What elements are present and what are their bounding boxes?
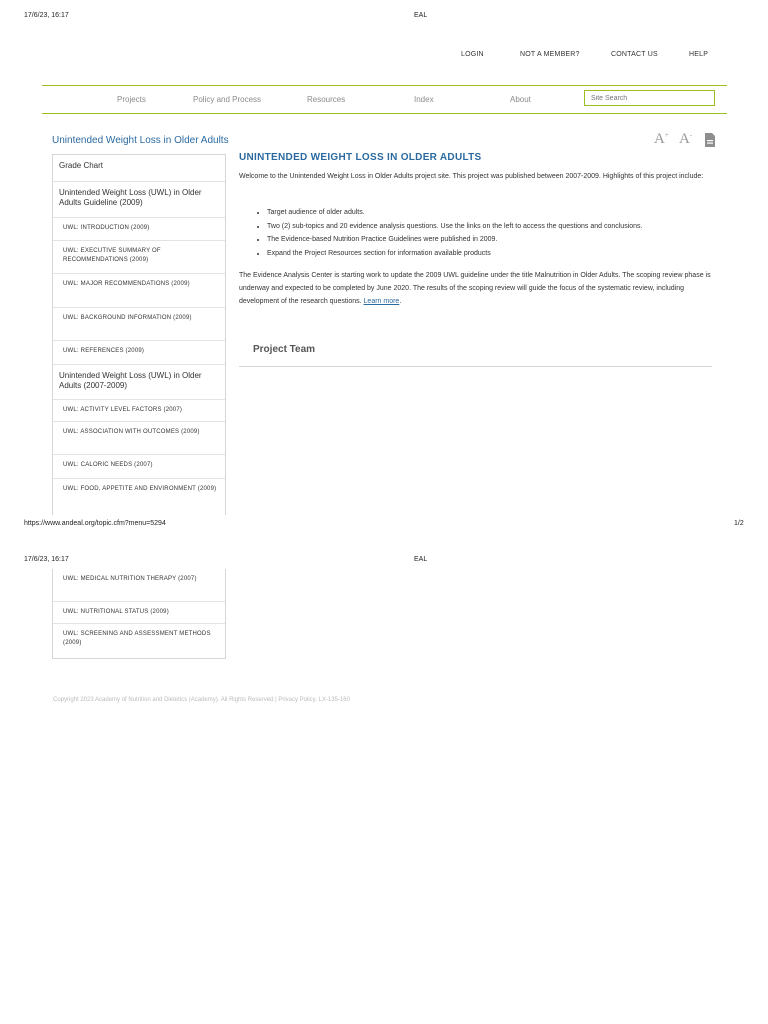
decrease-font-glyph: A (679, 131, 690, 147)
sidebar-item-uwl-guideline-2009[interactable]: Unintended Weight Loss (UWL) in Older Adults Guideline (2009) (53, 182, 225, 218)
project-team-divider (239, 366, 712, 367)
print-url: https://www.andeal.org/topic.cfm?menu=5294 (24, 520, 166, 527)
intro-paragraph: Welcome to the Unintended Weight Loss in Older Adults project site. This project was published between 2007-2009. Highlights of this project include: (239, 173, 704, 180)
content-title: UNINTENDED WEIGHT LOSS IN OLDER ADULTS (239, 152, 482, 163)
project-team-toggle[interactable]: Project Team (253, 344, 316, 355)
print-title: EAL (414, 12, 428, 19)
sidebar-item-uwl-2007-2009[interactable]: Unintended Weight Loss (UWL) in Older Adults (2007-2009) (53, 365, 225, 400)
sidebar-item-caloric-needs[interactable]: UWL: CALORIC NEEDS (2007) (53, 455, 225, 479)
help-link[interactable]: HELP (689, 51, 709, 58)
decrease-font-icon[interactable]: A- (679, 131, 693, 147)
update-period: . (399, 298, 402, 305)
nav-bottom-divider (42, 113, 727, 114)
learn-more-link[interactable]: Learn more (363, 298, 400, 305)
sidebar-item-food-appetite-environment[interactable]: UWL: FOOD, APPETITE AND ENVIRONMENT (2009) (63, 486, 217, 492)
print-page-number: 1/2 (734, 520, 744, 527)
nav-about[interactable]: About (510, 95, 531, 104)
sidebar-item-medical-nutrition-therapy[interactable]: UWL: MEDICAL NUTRITION THERAPY (2007) (53, 569, 225, 602)
sidebar-item-background-information[interactable]: UWL: BACKGROUND INFORMATION (2009) (53, 308, 225, 341)
list-item: • Two (2) sub-topics and 20 evidence analysis questions. Use the links on the left to access the questions and conclusions. (267, 220, 741, 234)
increase-font-icon[interactable]: A+ (654, 131, 669, 147)
sidebar-item-references[interactable]: UWL: REFERENCES (2009) (53, 341, 225, 365)
contact-us-link[interactable]: CONTACT US (611, 51, 658, 58)
nav-top-divider (42, 85, 727, 86)
list-item: • Expand the Project Resources section for information available products (267, 247, 741, 261)
update-paragraph (239, 269, 713, 308)
sidebar-item-executive-summary[interactable]: UWL: EXECUTIVE SUMMARY OF RECOMMENDATIONS (2009) (53, 241, 225, 274)
sidebar-item-introduction[interactable]: UWL: INTRODUCTION (2009) (53, 218, 225, 241)
nav-resources[interactable]: Resources (307, 95, 346, 104)
list-item: • Target audience of older adults. (267, 206, 741, 220)
sidebar-continued (52, 569, 226, 659)
nav-index[interactable]: Index (414, 95, 434, 104)
not-a-member-link[interactable]: NOT A MEMBER? (520, 51, 580, 58)
site-search-input[interactable] (584, 90, 715, 106)
nav-projects[interactable]: Projects (117, 95, 146, 104)
nav-policy-and-process[interactable]: Policy and Process (193, 95, 262, 104)
print-icon[interactable] (704, 133, 716, 147)
sidebar-item-grade-chart[interactable]: Grade Chart (53, 155, 225, 182)
print-title-page2: EAL (414, 556, 428, 563)
sidebar-item-nutritional-status[interactable]: UWL: NUTRITIONAL STATUS (2009) (53, 602, 225, 624)
sidebar (52, 154, 226, 515)
page-heading: Unintended Weight Loss in Older Adults (52, 135, 229, 146)
sidebar-item-major-recommendations[interactable]: UWL: MAJOR RECOMMENDATIONS (2009) (53, 274, 225, 308)
sidebar-item-screening-and-assessment[interactable]: UWL: SCREENING AND ASSESSMENT METHODS (2009) (63, 631, 211, 646)
login-link[interactable]: LOGIN (461, 51, 484, 58)
update-text: The Evidence Analysis Center is starting work to update the 2009 UWL guideline under the title Malnutrition in Older Adults. The scoping review phase is underway and expected to be completed by June 2020. The results of the scoping review will guide the focus of the systematic review, including development of the research questions. (239, 272, 711, 305)
increase-font-glyph: A (654, 131, 665, 147)
highlights-list (239, 206, 741, 260)
print-datetime-page2: 17/6/23, 16:17 (24, 556, 69, 563)
list-item: • The Evidence-based Nutrition Practice Guidelines were published in 2009. (267, 233, 741, 247)
copyright-text: Copyright 2023 Academy of Nutrition and Dietetics (Academy). All Rights Reserved | Privacy Policy. LX-135-160 (53, 697, 350, 703)
sidebar-item-association-with-outcomes[interactable]: UWL: ASSOCIATION WITH OUTCOMES (2009) (53, 422, 225, 455)
sidebar-item-activity-level-factors[interactable]: UWL: ACTIVITY LEVEL FACTORS (2007) (53, 400, 225, 422)
print-datetime: 17/6/23, 16:17 (24, 12, 69, 19)
